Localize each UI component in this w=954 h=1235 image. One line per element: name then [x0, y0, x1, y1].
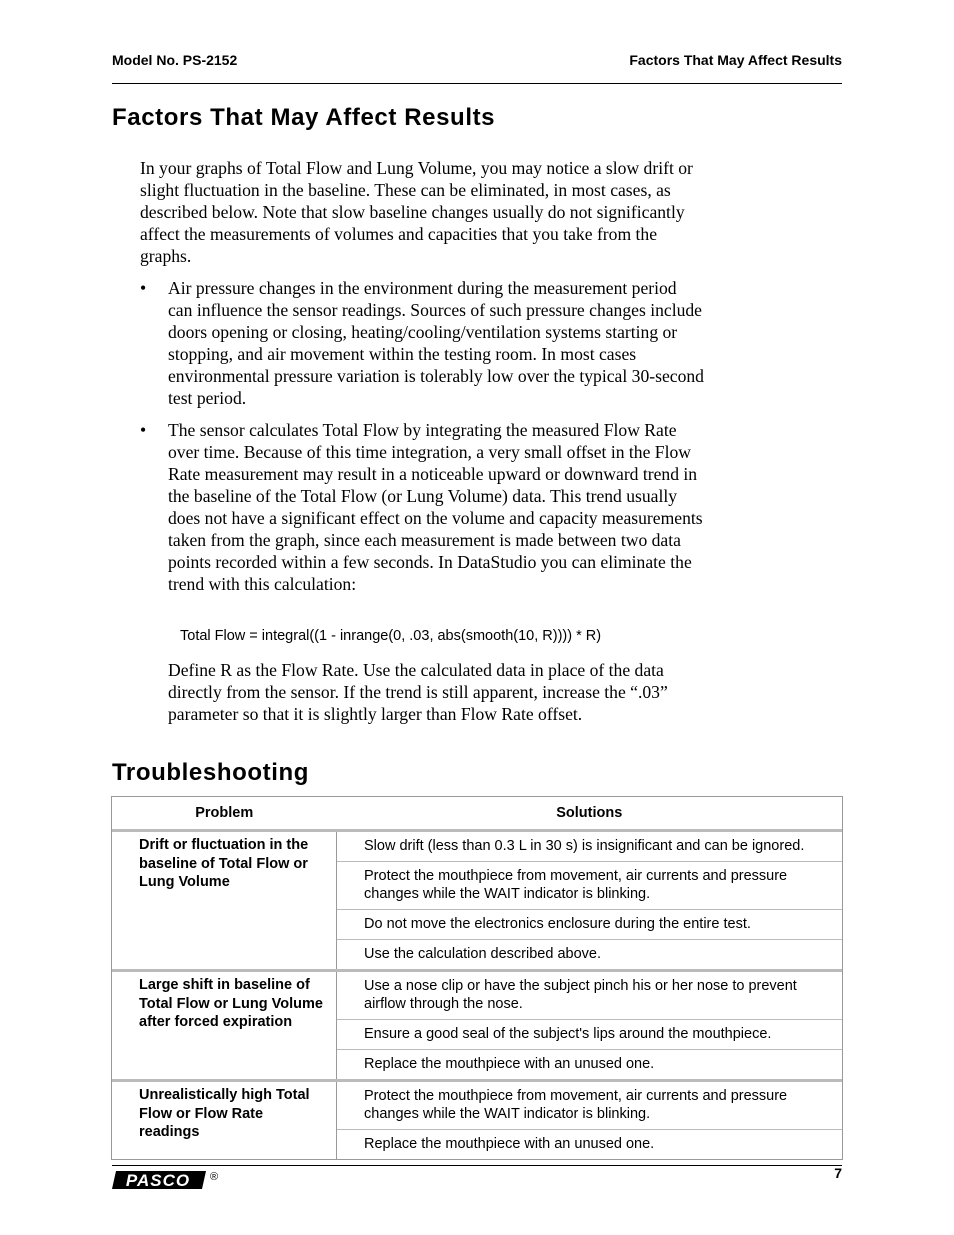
intro-paragraph: In your graphs of Total Flow and Lung Volume, you may notice a slow drift or slight fluctuation in the baseline. These can be eliminated, in most cases, as described below. Note that slow baseline changes usually do not significantly affect the measurements of volumes and capacities that you take from the graphs.: [140, 158, 693, 266]
column-header-problem: Problem: [112, 797, 337, 831]
problem-cell: Large shift in baseline of Total Flow or Lung Volume after forced expiration: [112, 971, 337, 1081]
table-header-row: [112, 797, 842, 831]
formula: Total Flow = integral((1 - inrange(0, .03, abs(smooth(10, R)))) * R): [180, 628, 602, 644]
problem-cell: Unrealistically high Total Flow or Flow Rate readings: [112, 1081, 337, 1160]
bullet-text: Air pressure changes in the environment during the measurement period can influence the sensor readings. Sources of such pressure changes include doors opening or closing, heating/cooling/ventilation systems starting or stopping, and air movement within the testing room. In most cases environmental pressure variation is tolerably low over the typical 30-second test period.: [168, 278, 704, 408]
registered-mark: ®: [210, 1171, 219, 1183]
troubleshooting-heading: Troubleshooting: [112, 759, 309, 786]
header-rule: [112, 83, 842, 84]
solution-cell: Replace the mouthpiece with an unused one.: [337, 1130, 843, 1160]
solution-cell: Do not move the electronics enclosure during the entire test.: [337, 910, 843, 940]
factors-heading: Factors That May Affect Results: [112, 104, 496, 131]
bullet-icon: •: [140, 278, 147, 298]
solution-cell: Protect the mouthpiece from movement, air currents and pressure changes while the WAIT indicator is blinking.: [337, 862, 843, 910]
bullet-text: The sensor calculates Total Flow by integrating the measured Flow Rate over time. Because of this time integration, a very small offset in the Flow Rate measurement may result in a noticeable upward or downward trend in the baseline of the Total Flow (or Lung Volume) data. This trend usually does not have a significant effect on the volume and capacity measurements taken from the graph, since each measurement is made between two data points recorded within a few seconds. In DataStudio you can eliminate the trend with this calculation:: [168, 420, 703, 594]
column-header-solutions: Solutions: [337, 797, 843, 831]
page-number: 7: [834, 1165, 842, 1181]
solution-cell: Protect the mouthpiece from movement, air currents and pressure changes while the WAIT indicator is blinking.: [337, 1081, 843, 1130]
pasco-logo-text: PASCO: [125, 1171, 191, 1190]
bullet-icon: •: [140, 420, 147, 440]
pasco-logo: [112, 1168, 232, 1197]
table-row: [112, 831, 842, 862]
header-model: Model No. PS-2152: [112, 52, 238, 68]
solution-cell: Replace the mouthpiece with an unused one.: [337, 1050, 843, 1081]
solution-cell: Use a nose clip or have the subject pinch his or her nose to prevent airflow through the nose.: [337, 971, 843, 1020]
header-section: Factors That May Affect Results: [629, 52, 842, 68]
solution-cell: Slow drift (less than 0.3 L in 30 s) is insignificant and can be ignored.: [337, 831, 843, 862]
pasco-logo-mark: [112, 1168, 232, 1192]
problem-cell: Drift or fluctuation in the baseline of Total Flow or Lung Volume: [112, 831, 337, 971]
table-row: [112, 971, 842, 1020]
solution-cell: Use the calculation described above.: [337, 940, 843, 971]
bullet-item-air-pressure: [140, 277, 705, 409]
bullet-item-total-flow: [140, 419, 705, 595]
footer-rule: [112, 1165, 842, 1166]
troubleshooting-table: [112, 797, 842, 1159]
define-paragraph: Define R as the Flow Rate. Use the calculated data in place of the data directly from the sensor. If the trend is still apparent, increase the “.03” parameter so that it is slightly larger than Flow Rate offset.: [168, 660, 668, 724]
table-row: [112, 1081, 842, 1130]
solution-cell: Ensure a good seal of the subject's lips around the mouthpiece.: [337, 1020, 843, 1050]
